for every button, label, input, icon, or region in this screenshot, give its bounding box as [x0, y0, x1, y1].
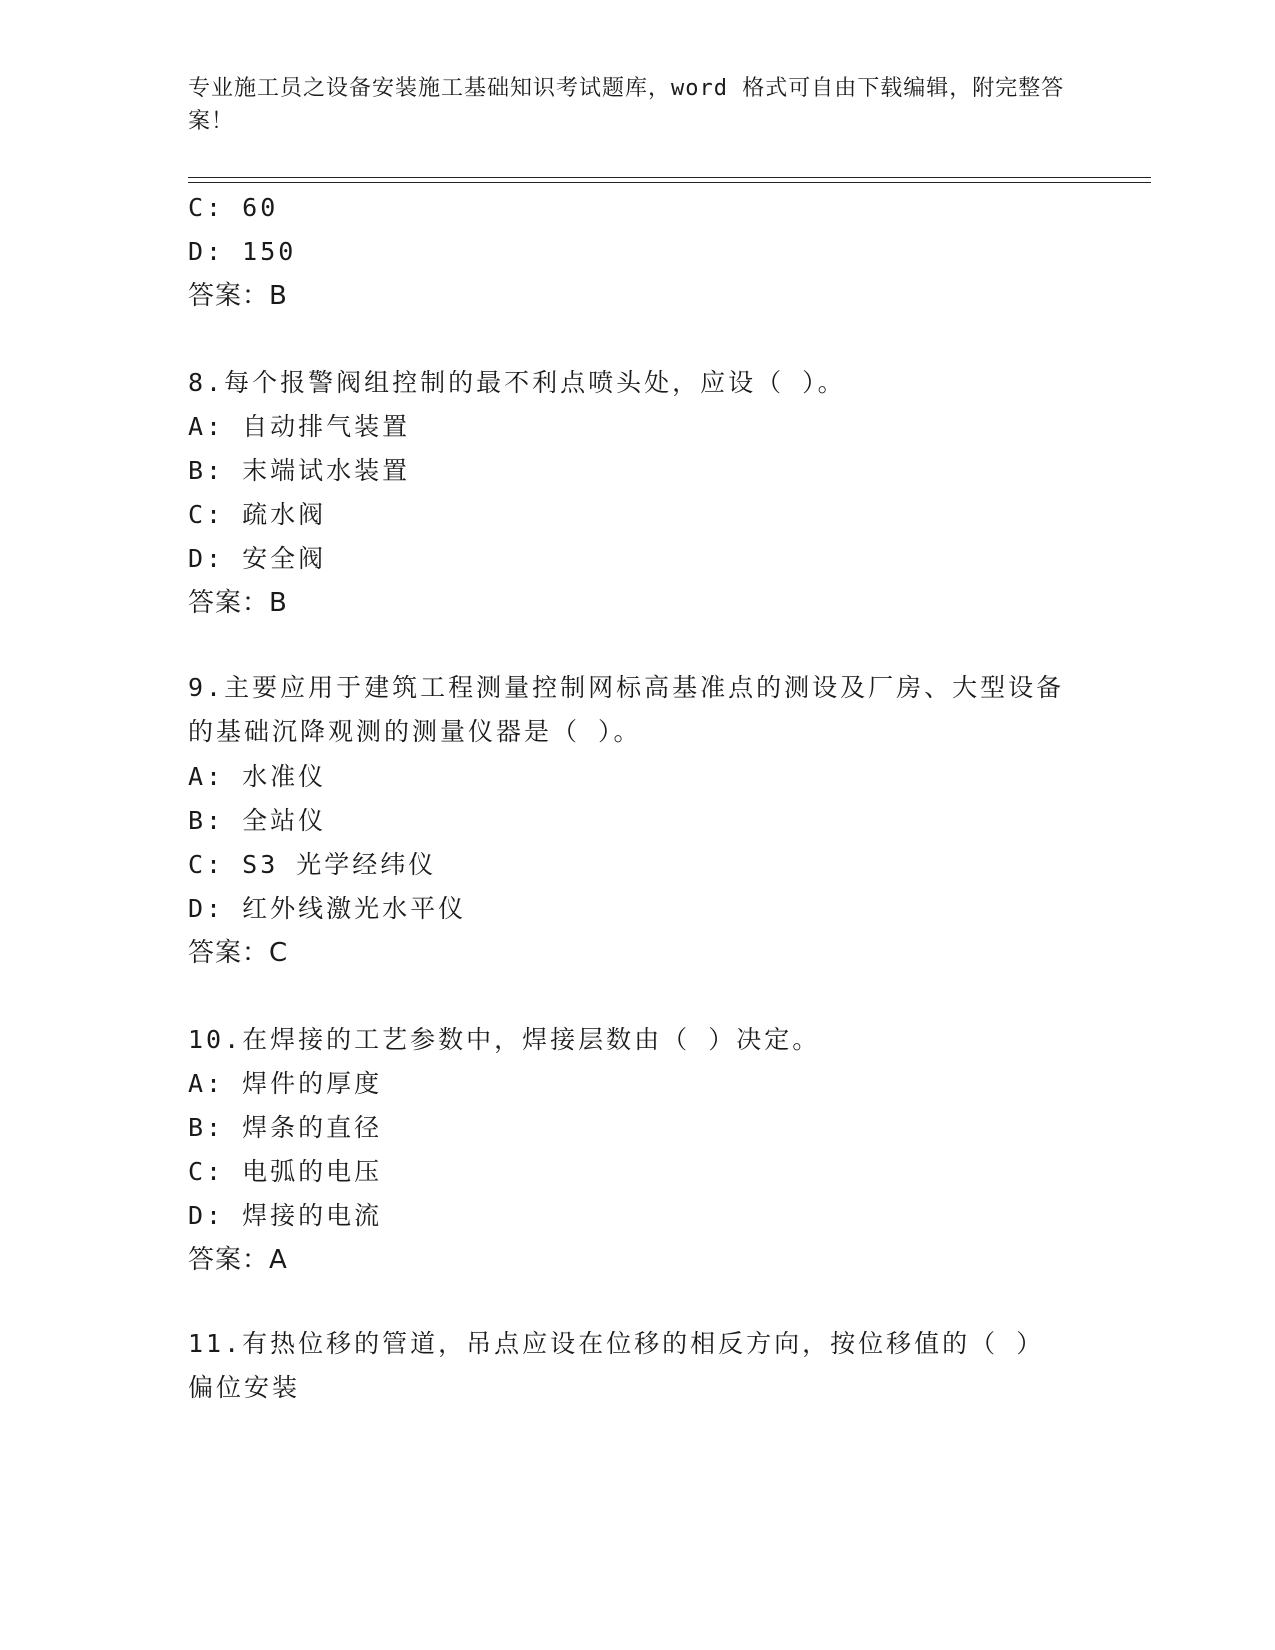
option-d: D: 150 [188, 237, 297, 266]
option-c: C: 疏水阀 [188, 500, 327, 529]
option-c: C: 60 [188, 193, 279, 222]
option-c: C: S3 光学经纬仪 [188, 850, 437, 879]
answer: 答案：A [188, 1245, 288, 1275]
option-b: B: 末端试水装置 [188, 456, 411, 485]
option-c: C: 电弧的电压 [188, 1157, 383, 1186]
option-a: A: 焊件的厚度 [188, 1069, 383, 1098]
question-stem: 11.有热位移的管道，吊点应设在位移的相反方向，按位移值的（ ）偏位安装 [188, 1329, 1045, 1402]
answer: 答案：B [188, 281, 288, 311]
question-stem: 8.每个报警阀组控制的最不利点喷头处，应设（ ）。 [188, 368, 846, 397]
document-header: 专业施工员之设备安装施工基础知识考试题库，word 格式可自由下载编辑，附完整答案！ [188, 76, 1065, 134]
option-b: B: 全站仪 [188, 806, 327, 835]
question-stem: 9.主要应用于建筑工程测量控制网标高基准点的测设及厂房、大型设备的基础沉降观测的测量仪器是（ ）。 [188, 673, 1065, 746]
header-divider-bottom [188, 182, 1151, 183]
option-d: D: 红外线激光水平仪 [188, 894, 467, 923]
option-d: D: 安全阀 [188, 544, 327, 573]
option-a: A: 水准仪 [188, 762, 327, 791]
question-stem: 10.在焊接的工艺参数中，焊接层数由（ ）决定。 [188, 1025, 821, 1054]
option-a: A: 自动排气装置 [188, 412, 411, 441]
answer: 答案：C [188, 938, 289, 968]
option-d: D: 焊接的电流 [188, 1201, 383, 1230]
option-b: B: 焊条的直径 [188, 1113, 383, 1142]
header-divider-top [188, 177, 1151, 178]
answer: 答案：B [188, 588, 288, 618]
